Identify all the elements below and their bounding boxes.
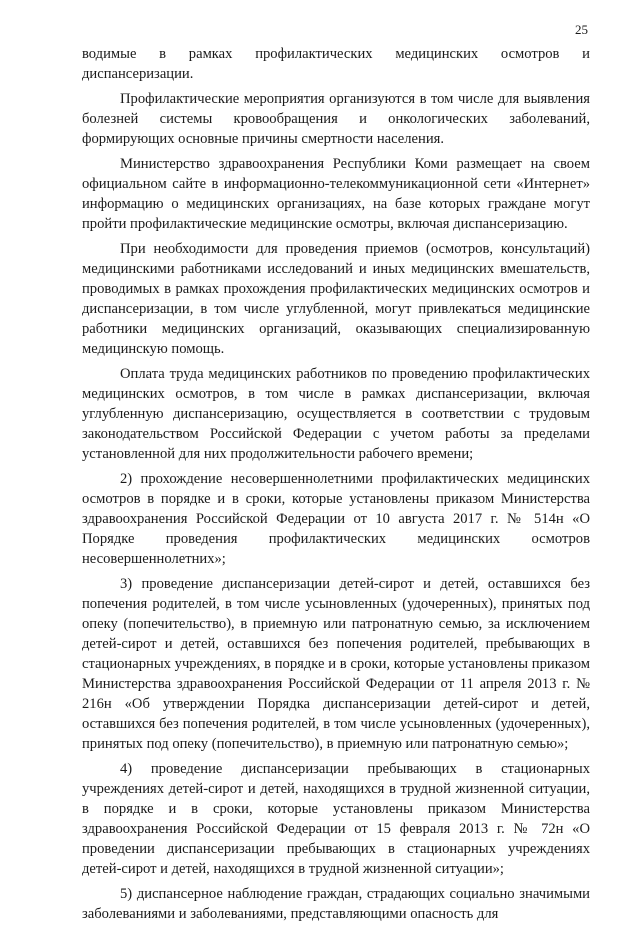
list-item-3: 3) проведение диспансеризации детей-сирот и детей, оставшихся без попечения родителей, в том числе усыновленных (удочеренных), принятых под опеку (попечительство), в приемную или патронатную семью, за исключением детей-сирот и детей, оставшихся без попечения родителей, пребывающих в стационарных учреждениях, в порядке и в сроки, которые установлены приказом Министерства здравоохранения Российской Федерации от 11 апреля 2013 г. № 216н «Об утверждении Порядка диспансеризации детей-сирот и детей, оставшихся без попечения родителей, в том числе усыновленных (удочеренных), принятых под опеку (попечительство), в приемную или патронатную семью»; xyxy=(82,576,590,752)
page-number: 25 xyxy=(575,22,588,37)
paragraph-remuneration: Оплата труда медицинских работников по проведению профилактических медицинских осмотров, в том числе в рамках диспансеризации, включая углубленную диспансеризацию, осуществляется в соответствии с трудовым законодательством Российской Федерации с учетом работы за пределами установленной для них продолжительности рабочего времени; xyxy=(82,366,590,462)
list-item-5: 5) диспансерное наблюдение граждан, страдающих социально значимыми заболеваниями и заболеваниями, представляющими опасность для xyxy=(82,886,590,922)
paragraph-ministry-website: Министерство здравоохранения Республики Коми размещает на своем официальном сайте в информационно-телекоммуникационной сети «Интернет» информацию о медицинских организациях, на базе которых граждане могут пройти профилактические медицинские осмотры, включая диспансеризацию. xyxy=(82,156,590,232)
paragraph-specialists: При необходимости для проведения приемов (осмотров, консультаций) медицинскими работниками исследований и иных медицинских вмешательств, проводимых в рамках прохождения профилактических медицинских осмотров и диспансеризации, в том числе углубленной, могут привлекаться медицинские работники медицинских организаций, оказывающих специализированную медицинскую помощь. xyxy=(82,241,590,357)
list-item-2: 2) прохождение несовершеннолетними профилактических медицинских осмотров в порядке и в сроки, которые установлены приказом Министерства здравоохранения Российской Федерации от 10 августа 2017 г. № 514н «О Порядке проведения профилактических медицинских осмотров несовершеннолетних»; xyxy=(82,471,590,567)
paragraph-continuation: водимые в рамках профилактических медицинских осмотров и диспансеризации. xyxy=(82,46,590,82)
paragraph-preventive-measures: Профилактические мероприятия организуются в том числе для выявления болезней системы кровообращения и онкологических заболеваний, формирующих основные причины смертности населения. xyxy=(82,91,590,147)
document-body xyxy=(82,44,590,929)
list-item-4: 4) проведение диспансеризации пребывающих в стационарных учреждениях детей-сирот и детей, находящихся в трудной жизненной ситуации, в порядке и в сроки, которые установлены приказом Министерства здравоохранения Российской Федерации от 15 февраля 2013 г. № 72н «О проведении диспансеризации пребывающих в стационарных учреждениях детей-сирот и детей, находящихся в трудной жизненной ситуации»; xyxy=(82,761,590,877)
